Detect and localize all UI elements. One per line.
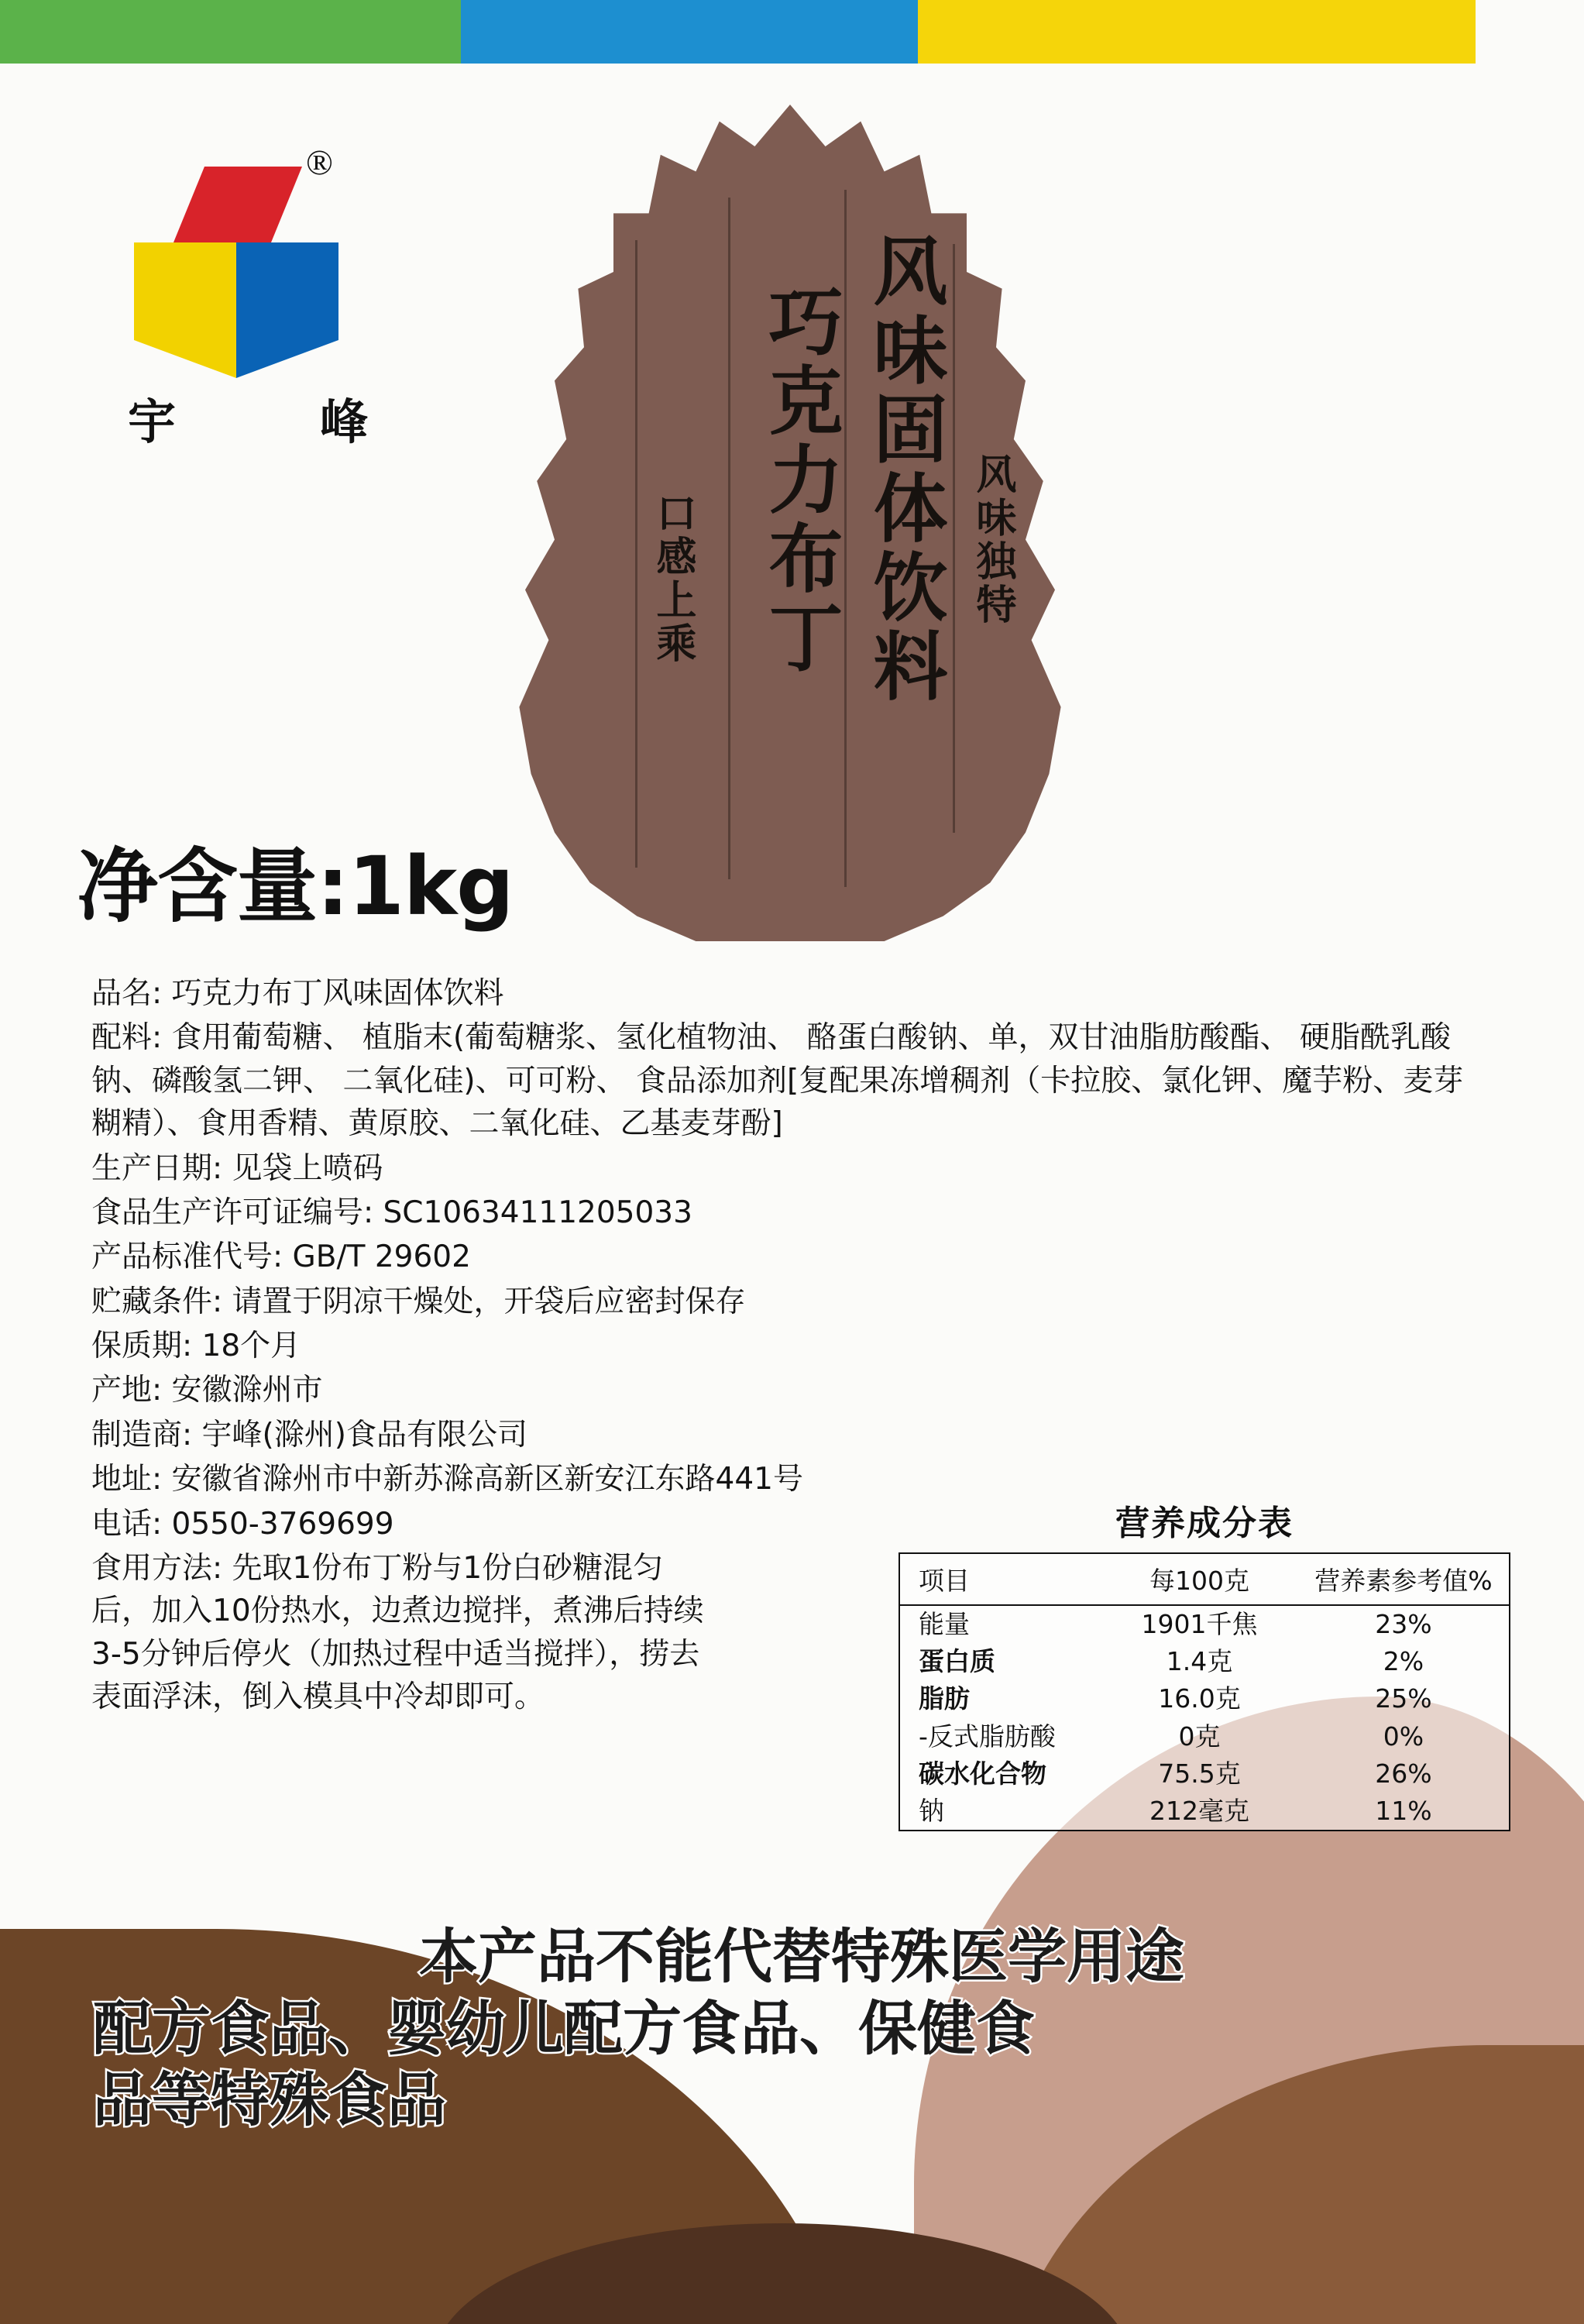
nutrition-row-nrv: 11%: [1375, 1796, 1432, 1827]
nutrition-row-nrv: 26%: [1375, 1758, 1432, 1789]
nutrition-row-name: 脂肪: [919, 1683, 970, 1714]
color-bar-yellow: [918, 0, 1476, 64]
info-storage: 贮藏条件: 请置于阴凉干燥处，开袋后应密封保存: [91, 1284, 746, 1319]
brand-char-1: 宇: [128, 394, 177, 450]
nutrition-facts: [899, 1495, 1510, 1831]
nutrition-title: 营养成分表: [1115, 1504, 1294, 1543]
nutrition-header-amount: 每100克: [1101, 1553, 1298, 1605]
color-bar-green: [0, 0, 461, 64]
nutrition-row-name: 能量: [919, 1609, 970, 1639]
droplet-divider-3: [844, 190, 847, 887]
info-shelf-life: 保质期: 18个月: [91, 1329, 301, 1363]
registered-trademark-icon: ®: [306, 143, 333, 182]
table-row: [899, 1680, 1510, 1717]
nutrition-row-amount: 212毫克: [1149, 1796, 1249, 1827]
nutrition-header-item: 项目: [899, 1553, 1101, 1605]
color-bar-blue: [461, 0, 918, 64]
nutrition-row-nrv: 0%: [1383, 1721, 1424, 1752]
warning-line-1: 本产品不能代替特殊医学用途: [419, 1922, 1184, 1991]
regulatory-warning: [93, 1921, 1510, 2137]
info-license-number: 食品生产许可证编号: SC10634111205033: [91, 1195, 692, 1230]
tagline-right: 风味独特: [969, 453, 1015, 627]
nutrition-row-amount: 0克: [1178, 1721, 1221, 1752]
brand-char-2: 峰: [319, 394, 368, 450]
product-title-line-2: 巧克力布丁: [757, 283, 844, 678]
nutrition-header-row: [899, 1553, 1510, 1605]
nutrition-header-nrv: 营养素参考值%: [1298, 1553, 1510, 1605]
nutrition-row-name: 钠: [919, 1796, 944, 1827]
table-row: [899, 1793, 1510, 1831]
brand-logo: [120, 143, 376, 476]
info-phone: 电话: 0550-3769699: [91, 1506, 394, 1542]
info-ingredients: 配料: 食用葡萄糖、 植脂末(葡萄糖浆、氢化植物油、 酪蛋白酸钠、单，双甘油脂肪酸酯、 硬脂酰乳酸钠、磷酸氢二钾、 二氧化硅)、可可粉、 食品添加剂[复配果冻增稠剂（卡拉胶、氯化钾、魔芋粉、麦芽糊精）、食用香精、黄原胶、二氧化硅、乙基麦芽酚]: [91, 1020, 1464, 1142]
net-weight: 净含量:1kg: [77, 839, 514, 933]
warning-line-2: 配方食品、婴幼儿配方食品、保健食: [93, 1993, 1035, 2063]
nutrition-row-amount: 1.4克: [1166, 1646, 1233, 1677]
nutrition-row-amount: 16.0克: [1158, 1683, 1241, 1714]
nutrition-row-nrv: 23%: [1375, 1609, 1432, 1639]
info-standard-code: 产品标准代号: GB/T 29602: [91, 1239, 471, 1275]
nutrition-table: [899, 1552, 1510, 1831]
table-row: [899, 1605, 1510, 1643]
nutrition-row-amount: 1901千焦: [1141, 1609, 1258, 1639]
top-color-bar: [0, 0, 1584, 64]
tagline-left: 口感上乘: [649, 492, 696, 665]
logo-cube-yellow-icon: [134, 242, 236, 378]
nutrition-row-name: 碳水化合物: [919, 1758, 1046, 1789]
info-address: 地址: 安徽省滁州市中新苏滁高新区新安江东路441号: [91, 1462, 803, 1497]
table-row: [899, 1643, 1510, 1680]
brand-name: [120, 383, 376, 452]
info-origin: 产地: 安徽滁州市: [91, 1373, 323, 1408]
info-manufacturer: 制造商: 宇峰(滁州)食品有限公司: [91, 1417, 527, 1452]
droplet-divider-1: [635, 240, 637, 868]
droplet-divider-2: [728, 198, 730, 879]
nutrition-row-amount: 75.5克: [1158, 1758, 1241, 1789]
table-row: [899, 1755, 1510, 1793]
color-bar-white: [1476, 0, 1584, 64]
droplet-divider-4: [953, 244, 955, 833]
product-title-line-1: 风味固体饮料: [861, 232, 948, 706]
table-row: [899, 1718, 1510, 1755]
warning-line-3: 品等特殊食品: [93, 2065, 446, 2135]
logo-cube-blue-icon: [236, 242, 338, 378]
nutrition-body: [899, 1605, 1510, 1831]
info-product-name: 品名: 巧克力布丁风味固体饮料: [91, 976, 504, 1011]
info-usage-instructions: 食用方法: 先取1份布丁粉与1份白砂糖混匀后，加入10份热水，边煮边搅拌，煮沸后持续3-5分钟后停火（加热过程中适当搅拌），捞去表面浮沫，倒入模具中冷却即可。: [91, 1550, 704, 1714]
droplet-graphic: [496, 105, 1084, 941]
nutrition-row-nrv: 25%: [1375, 1683, 1432, 1714]
nutrition-row-name: 蛋白质: [919, 1646, 995, 1677]
nutrition-row-nrv: 2%: [1383, 1646, 1424, 1677]
nutrition-row-name: -反式脂肪酸: [919, 1721, 1056, 1752]
info-production-date: 生产日期: 见袋上喷码: [91, 1150, 383, 1186]
